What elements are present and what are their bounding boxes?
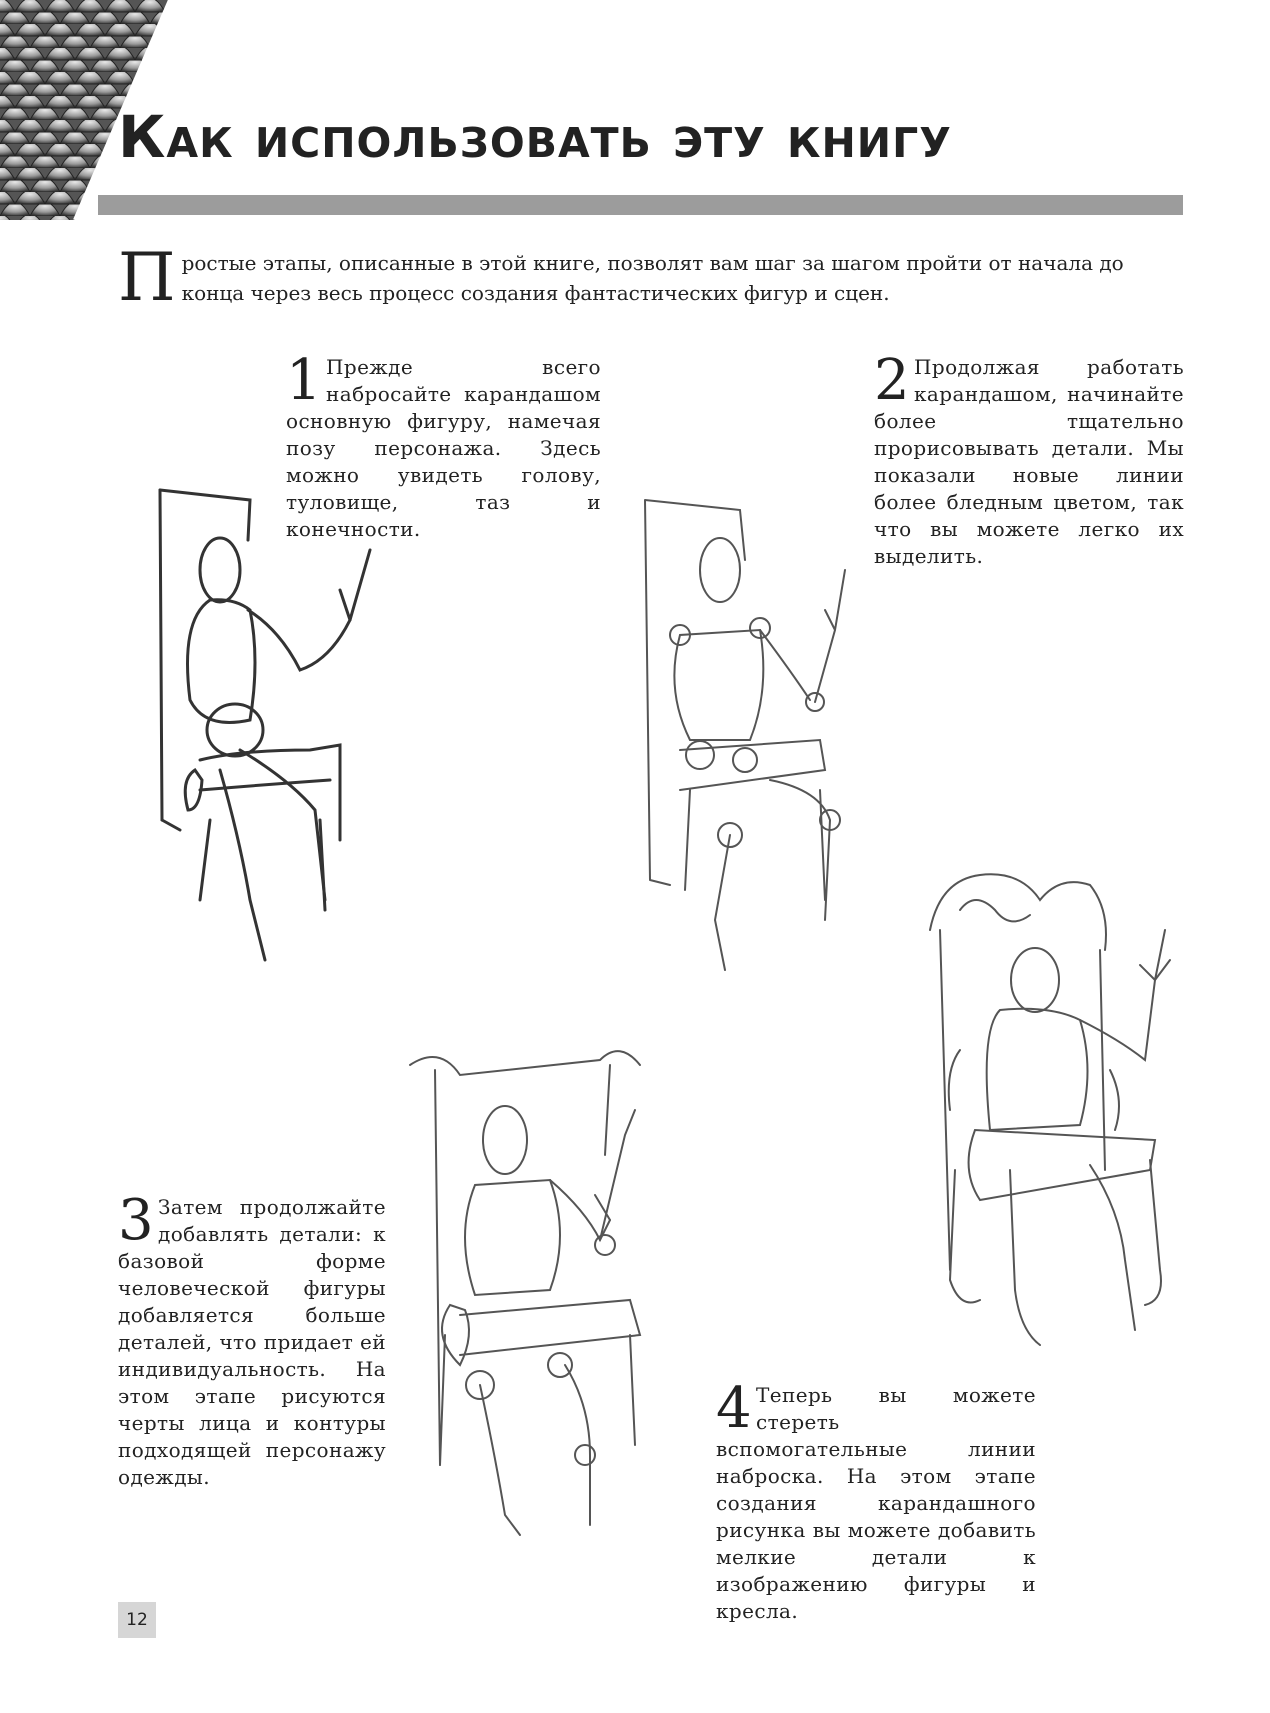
title-underline-bar [98, 195, 1183, 215]
step-3-paragraph [118, 1188, 386, 1491]
step-2-paragraph [874, 348, 1184, 570]
page-title: Как использовать эту книгу [118, 103, 952, 171]
step-1-text: Прежде всего набросайте карандашом основную фигуру, намечая позу персонажа. Здесь можно увидеть голову, туловище, таз и конечности. [286, 355, 601, 541]
step-4-sketch-final-figure-on-throne [920, 870, 1190, 1390]
step-3-sketch-detailed-figure [400, 1035, 690, 1555]
step-4-paragraph [716, 1376, 1036, 1625]
step-1-number: 1 [286, 348, 323, 413]
step-3-number: 3 [118, 1188, 155, 1253]
page-number: 12 [118, 1602, 156, 1638]
intro-paragraph [118, 239, 1180, 316]
step-4-text: Теперь вы можете стереть вспомогательные линии наброска. На этом этапе создания карандашного рисунка вы можете добавить мелкие детали к изображению фигуры и кресла. [716, 1383, 1036, 1623]
step-2-number: 2 [874, 348, 911, 413]
step-1-sketch-figure-on-chair [140, 480, 420, 990]
step-4-number: 4 [716, 1376, 753, 1441]
intro-dropcap: П [118, 239, 176, 316]
intro-text: ростые этапы, описанные в этой книге, позволят вам шаг за шагом пройти от начала до конца через весь процесс создания фантастических фигур и сцен. [181, 251, 1124, 305]
step-2-sketch-refined-figure [620, 490, 880, 990]
step-2-text: Продолжая работать карандашом, начинайте более тщательно прорисовывать детали. Мы показали новые линии более бледным цветом, так что вы можете легко их выделить. [874, 355, 1184, 568]
step-3-text: Затем продолжайте добавлять детали: к базовой форме человеческой фигуры добавляется больше деталей, что придает ей индивидуальность. На этом этапе рисуются черты лица и контуры подходящей персонажу одежды. [118, 1195, 386, 1489]
